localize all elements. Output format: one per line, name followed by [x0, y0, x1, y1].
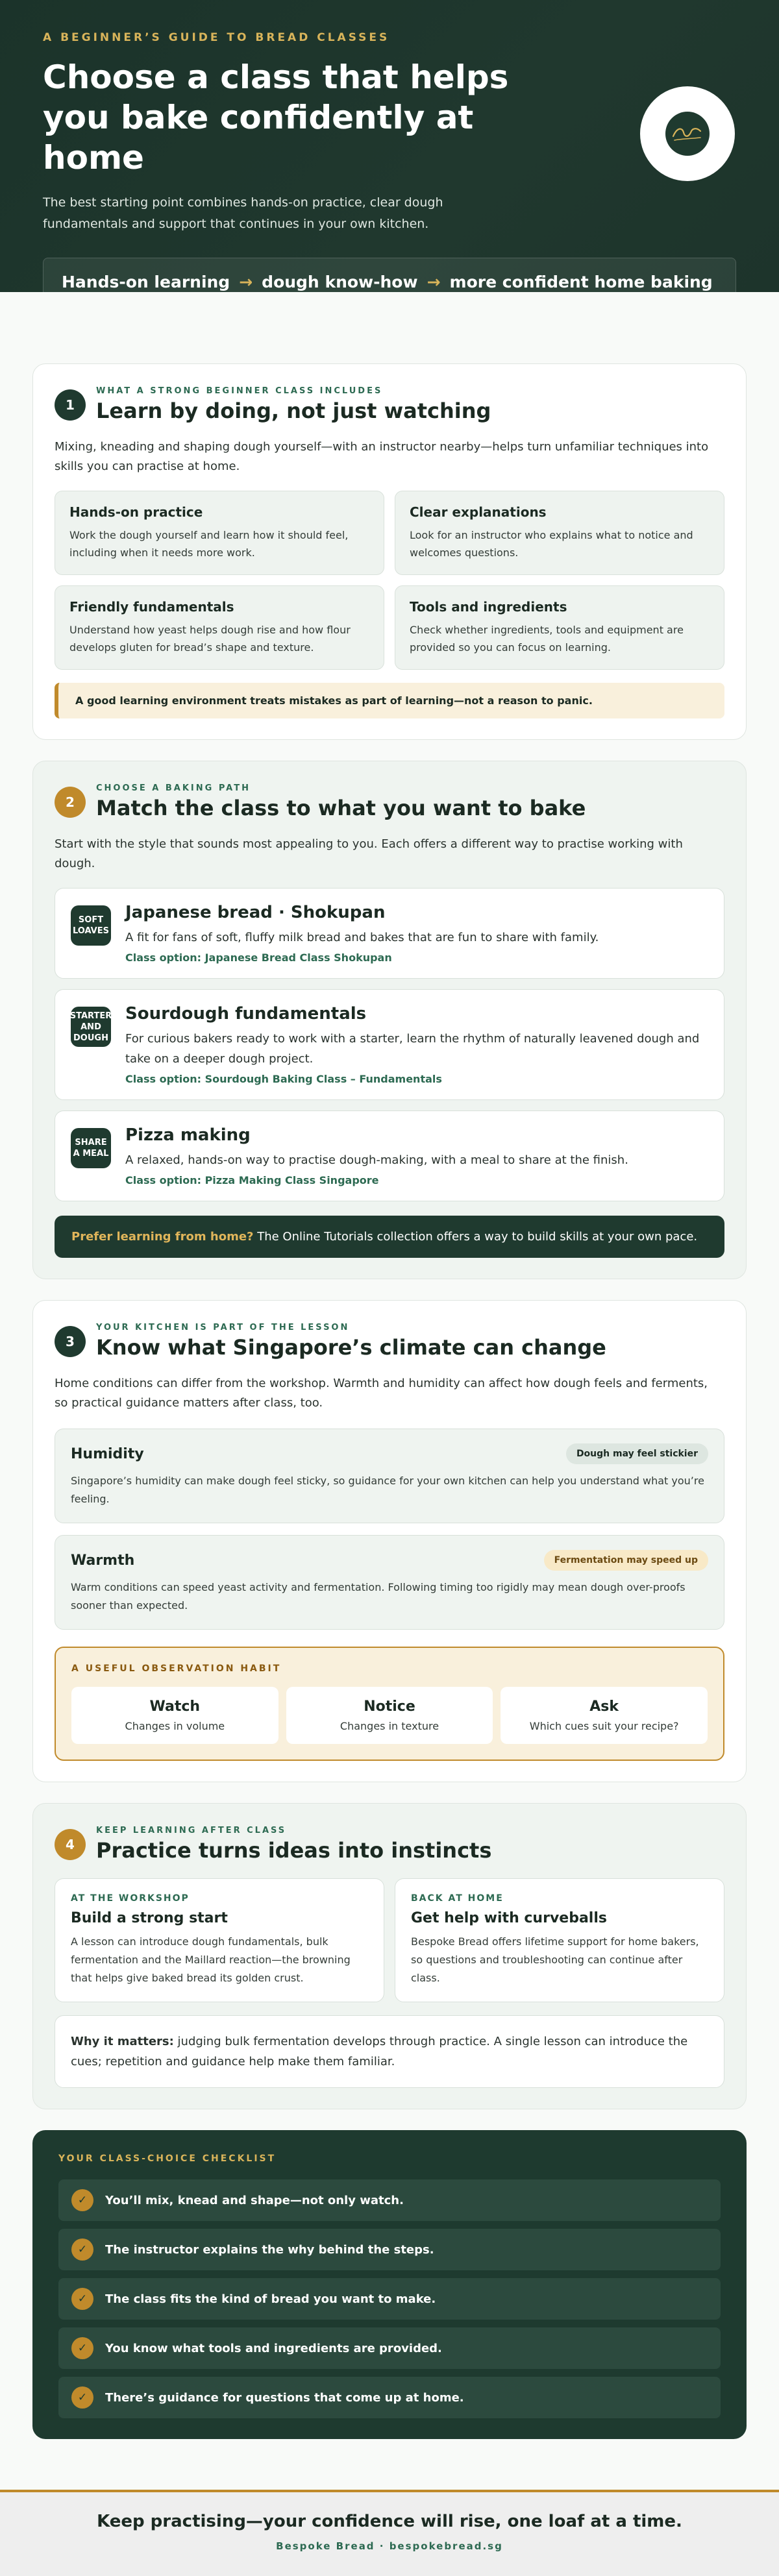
feature-text: Check whether ingredients, tools and equipment are provided so you can focus on learning. — [410, 624, 684, 654]
check-icon: ✓ — [71, 2239, 93, 2261]
section-title: Practice turns ideas into instincts — [96, 1838, 492, 1863]
climate-factor-card — [55, 1429, 724, 1523]
section-header — [55, 386, 724, 423]
feature-text: Look for an instructor who explains what to notice and welcomes questions. — [410, 529, 693, 559]
page-title: Choose a class that helps you bake confidently at home — [43, 58, 509, 177]
factor-title: Humidity — [71, 1445, 144, 1462]
card-kicker: BACK AT HOME — [411, 1893, 504, 1904]
arrow-right-icon: → — [239, 272, 253, 291]
option-text: A relaxed, hands-on way to practise dough-making, with a meal to share at the finish. — [125, 1153, 628, 1167]
checklist-item — [58, 2327, 721, 2369]
check-icon: ✓ — [71, 2337, 93, 2359]
status-badge: Fermentation may speed up — [544, 1550, 708, 1571]
feature-card — [395, 491, 724, 575]
learning-card — [55, 1878, 384, 2002]
path-step-3: more confident home baking — [449, 272, 713, 291]
arrow-right-icon: → — [427, 272, 441, 291]
class-option-card — [55, 989, 724, 1100]
step-number: 2 — [55, 787, 86, 818]
checklist-text: You know what tools and ingredients are provided. — [105, 2341, 442, 2355]
class-option-card — [55, 888, 724, 979]
checklist-text: The class fits the kind of bread you want to make. — [105, 2292, 436, 2306]
check-icon: ✓ — [71, 2189, 93, 2211]
observation-habit-box — [55, 1647, 724, 1761]
status-badge: Dough may feel stickier — [566, 1443, 708, 1464]
checklist-item — [58, 2377, 721, 2418]
check-icon: ✓ — [71, 2288, 93, 2310]
section-kicker: KEEP LEARNING AFTER CLASS — [96, 1826, 287, 1835]
section-keep-learning — [32, 1803, 747, 2109]
learning-grid — [55, 1878, 724, 2002]
checklist-item — [58, 2278, 721, 2320]
card-title: Get help with curveballs — [411, 1910, 607, 1926]
section-title: Know what Singapore’s climate can change — [96, 1335, 606, 1360]
factor-title: Warmth — [71, 1552, 135, 1569]
matters-lead: Why it matters: — [71, 2035, 174, 2048]
section-title: Learn by doing, not just watching — [96, 399, 491, 423]
callout-note: A good learning environment treats mistakes as part of learning—not a reason to panic. — [55, 683, 724, 718]
feature-text: Work the dough yourself and learn how it should feel, including when it needs more work. — [69, 529, 349, 559]
class-option-link[interactable]: Class option: Sourdough Baking Class – Fundamentals — [125, 1073, 442, 1085]
matters-text: judging bulk fermentation develops through practice. A single lesson can introduce the cues; repetition and guidance help make them familiar. — [71, 2035, 688, 2068]
habit-title: Watch — [149, 1699, 201, 1715]
option-badge: SOFT LOAVES — [71, 905, 111, 946]
option-text: For curious bakers ready to work with a starter, learn the rhythm of naturally leavened dough and take on a deeper dough project. — [125, 1032, 700, 1066]
class-choice-checklist — [32, 2130, 747, 2439]
hero-eyebrow: A BEGINNER’S GUIDE TO BREAD CLASSES — [43, 31, 390, 44]
feature-title: Clear explanations — [410, 504, 547, 520]
habit-step — [501, 1687, 708, 1744]
feature-card — [55, 585, 384, 670]
path-step-1: Hands-on learning — [62, 272, 230, 291]
check-icon: ✓ — [71, 2386, 93, 2409]
habit-text: Changes in volume — [125, 1720, 225, 1732]
checklist-text: You’ll mix, knead and shape—not only watch. — [105, 2193, 404, 2207]
habit-step — [71, 1687, 278, 1744]
path-step-2: dough know-how — [262, 272, 418, 291]
note-text: The Online Tutorials collection offers a way to build skills at your own pace. — [253, 1230, 698, 1244]
page-footer — [0, 2490, 779, 2576]
section-baking-path — [32, 761, 747, 1279]
section-lead: Mixing, kneading and shaping dough yourself—with an instructor nearby—helps turn unfamiliar techniques into skills you can practise at home. — [55, 440, 709, 473]
step-number: 4 — [55, 1829, 86, 1860]
checklist-kicker: YOUR CLASS-CHOICE CHECKLIST — [58, 2153, 277, 2164]
feature-text: Understand how yeast helps dough rise and how flour develops gluten for bread’s shape and texture. — [69, 624, 351, 654]
class-option-link[interactable]: Class option: Pizza Making Class Singapore — [125, 1174, 379, 1186]
footer-headline: Keep practising—your confidence will rise, one loaf at a time. — [97, 2512, 682, 2531]
feature-title: Friendly fundamentals — [69, 599, 234, 615]
step-number: 1 — [55, 389, 86, 421]
section-header — [55, 783, 724, 820]
feature-title: Tools and ingredients — [410, 599, 567, 615]
checklist-text: The instructor explains the why behind the steps. — [105, 2242, 434, 2257]
option-title: Pizza making — [125, 1125, 251, 1145]
brand-logo — [640, 86, 735, 181]
section-learn-by-doing — [32, 363, 747, 740]
learning-card — [395, 1878, 724, 2002]
note-lead: Prefer learning from home? — [71, 1230, 254, 1244]
habit-step — [286, 1687, 493, 1744]
option-text: A fit for fans of soft, fluffy milk bread and bakes that are fun to share with family. — [125, 931, 599, 944]
feature-title: Hands-on practice — [69, 504, 203, 520]
habit-title: Ask — [589, 1699, 619, 1715]
feature-card — [395, 585, 724, 670]
factor-text: Singapore’s humidity can make dough feel sticky, so guidance for your own kitchen can help you understand what you’re feeling. — [71, 1475, 704, 1505]
card-kicker: AT THE WORKSHOP — [71, 1893, 190, 1904]
checklist-text: There’s guidance for questions that come up at home. — [105, 2390, 464, 2405]
factor-text: Warm conditions can speed yeast activity and fermentation. Following timing too rigidly may mean dough over-proofs sooner than expected. — [71, 1581, 686, 1612]
card-text: A lesson can introduce dough fundamentals, bulk fermentation and the Maillard reaction—the browning that helps give baked bread its golden crust. — [71, 1935, 351, 1984]
step-number: 3 — [55, 1326, 86, 1357]
habit-text: Changes in texture — [340, 1720, 439, 1732]
class-option-card — [55, 1110, 724, 1201]
feature-grid — [55, 491, 724, 670]
hero-intro: The best starting point combines hands-on practice, clear dough fundamentals and support that continues in your own kitchen. — [43, 195, 443, 231]
section-climate — [32, 1300, 747, 1782]
habit-kicker: A USEFUL OBSERVATION HABIT — [71, 1663, 282, 1674]
online-tutorials-note — [55, 1216, 724, 1258]
card-title: Build a strong start — [71, 1910, 228, 1926]
section-header — [55, 1323, 724, 1360]
card-text: Bespoke Bread offers lifetime support for home bakers, so questions and troubleshooting can continue after class. — [411, 1935, 699, 1984]
section-header — [55, 1826, 724, 1863]
logo-script-icon — [669, 121, 706, 147]
option-badge: STARTER AND DOUGH — [71, 1007, 111, 1047]
hero-header — [0, 0, 779, 292]
why-it-matters — [55, 2015, 724, 2088]
section-lead: Home conditions can differ from the workshop. Warmth and humidity can affect how dough feels and ferments, so practical guidance matters after class, too. — [55, 1377, 708, 1410]
section-kicker: YOUR KITCHEN IS PART OF THE LESSON — [96, 1323, 350, 1332]
habit-title: Notice — [364, 1699, 415, 1715]
section-kicker: CHOOSE A BAKING PATH — [96, 783, 251, 793]
main-content — [0, 292, 779, 2576]
habit-text: Which cues suit your recipe? — [529, 1720, 679, 1732]
footer-credit[interactable]: Bespoke Bread · bespokebread.sg — [276, 2540, 503, 2552]
option-title: Sourdough fundamentals — [125, 1004, 367, 1024]
option-badge: SHARE A MEAL — [71, 1128, 111, 1168]
checklist-item — [58, 2179, 721, 2221]
climate-factor-card — [55, 1535, 724, 1630]
class-option-link[interactable]: Class option: Japanese Bread Class Shokupan — [125, 951, 392, 964]
feature-card — [55, 491, 384, 575]
section-title: Match the class to what you want to bake — [96, 796, 586, 820]
section-lead: Start with the style that sounds most appealing to you. Each offers a different way to practise working with dough. — [55, 837, 683, 870]
section-kicker: WHAT A STRONG BEGINNER CLASS INCLUDES — [96, 386, 383, 396]
option-title: Japanese bread · Shokupan — [125, 903, 386, 922]
checklist-item — [58, 2229, 721, 2270]
logo-badge-icon — [665, 112, 710, 156]
